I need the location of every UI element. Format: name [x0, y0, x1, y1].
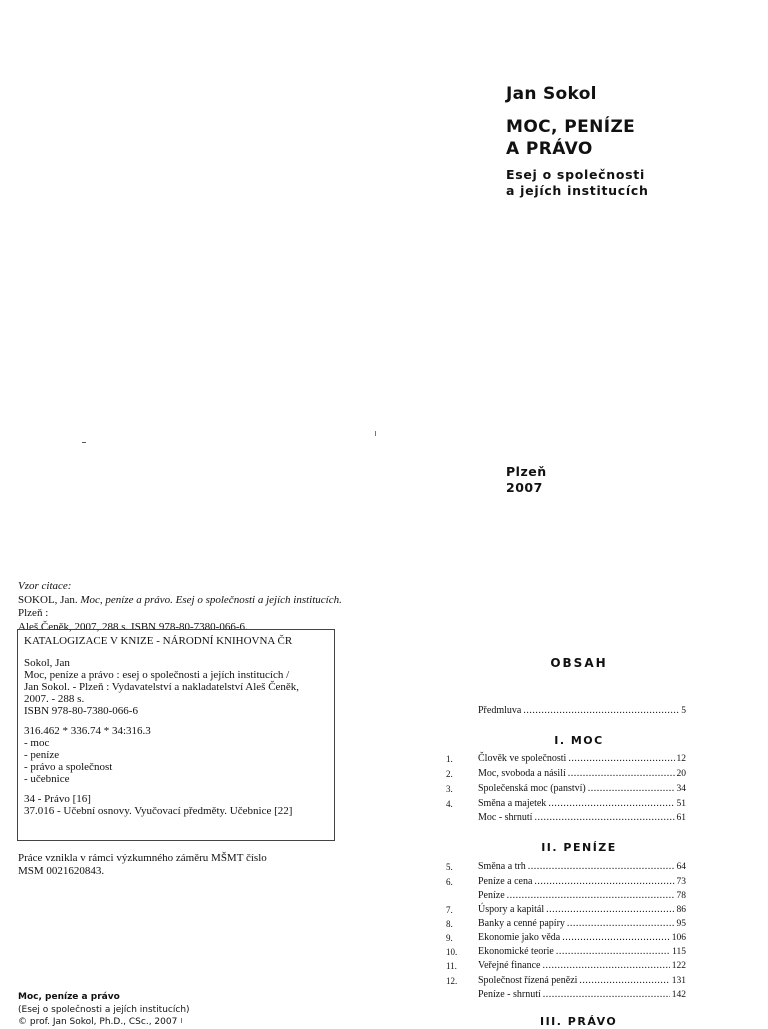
toc-entry-title: Směna a majetek — [478, 798, 547, 809]
catalog-subject-line: - právo a společnost — [24, 761, 113, 773]
toc-entry-number: 1. — [446, 754, 453, 764]
citation-publisher: Aleš Čeněk, 2007, 288 s. ISBN 978-80-7380-066-6. — [18, 620, 248, 633]
toc-entry[interactable] — [446, 767, 686, 781]
toc-leader-dots — [568, 752, 674, 766]
toc-entry-number: 9. — [446, 933, 453, 943]
toc-title: OBSAH — [550, 656, 608, 670]
research-note-line-2: MSM 0021620843. — [18, 865, 105, 877]
catalog-line: 2007. - 288 s. — [24, 693, 85, 705]
credits-copyright: © prof. Jan Sokol, Ph.D., CSc., 2007 — [18, 1017, 178, 1027]
toc-leader-dots — [523, 704, 679, 718]
toc-entry-title: Moc, svoboda a násilí — [478, 768, 566, 779]
toc-entry[interactable] — [446, 889, 686, 903]
toc-entry-title: Veřejné finance — [478, 960, 541, 971]
credits-title: Moc, peníze a právo — [18, 992, 120, 1002]
toc-entry-page: 106 — [671, 933, 686, 943]
toc-entry-page: 142 — [671, 990, 686, 1000]
toc-entry-title: Peníze - shrnutí — [478, 989, 541, 1000]
toc-entry-number: 4. — [446, 799, 453, 809]
toc-entry-number: 11. — [446, 961, 457, 971]
toc-entry[interactable] — [446, 797, 686, 811]
toc-leader-dots — [507, 889, 675, 903]
toc-entry-number: 10. — [446, 947, 458, 957]
toc-entry-title: Směna a trh — [478, 861, 526, 872]
catalog-heading: KATALOGIZACE V KNIZE - NÁRODNÍ KNIHOVNA ČR — [24, 635, 293, 647]
toc-entry-page: 86 — [676, 905, 686, 915]
toc-entry[interactable] — [446, 917, 686, 931]
toc-entry-page: 12 — [676, 754, 686, 764]
research-note-line-1: Práce vznikla v rámci výzkumného záměru MŠMT číslo — [18, 852, 267, 864]
toc-entry-page: 5 — [681, 706, 686, 716]
toc-entry-page: 51 — [676, 799, 686, 809]
toc-entry-page: 61 — [676, 813, 686, 823]
toc-entry-title: Společenská moc (panství) — [478, 783, 586, 794]
toc-entry[interactable] — [446, 974, 686, 988]
catalog-class-line: 34 - Právo [16] — [24, 793, 91, 805]
catalog-subject-line: - učebnice — [24, 773, 70, 785]
toc-entry[interactable] — [446, 811, 686, 825]
catalog-line: Sokol, Jan — [24, 657, 70, 669]
catalog-line: ISBN 978-80-7380-066-6 — [24, 705, 138, 717]
catalog-subject-line: - peníze — [24, 749, 60, 761]
toc-entry[interactable] — [446, 752, 686, 766]
toc-entry-page: 78 — [676, 891, 686, 901]
toc-entry-number: 6. — [446, 877, 453, 887]
book-subtitle-line-1: Esej o společnosti — [506, 167, 645, 182]
imprint-place: Plzeň — [506, 464, 547, 479]
toc-leader-dots — [548, 797, 674, 811]
book-title-line-2: A PRÁVO — [506, 139, 593, 159]
toc-entry-number: 3. — [446, 784, 453, 794]
toc-entry-number — [446, 988, 478, 1002]
toc-leader-dots — [562, 931, 670, 945]
toc-entry-number: 7. — [446, 905, 453, 915]
toc-entry-page: 73 — [676, 877, 686, 887]
toc-entry-page: 95 — [676, 919, 686, 929]
toc-part-heading: II. PENÍZE — [541, 841, 617, 854]
toc-entry-number: 5. — [446, 862, 453, 872]
toc-leader-dots — [567, 917, 675, 931]
toc-entry-number — [446, 811, 478, 825]
toc-entry[interactable] — [446, 782, 686, 796]
toc-entry[interactable] — [446, 875, 686, 889]
toc-entry-page: 64 — [676, 862, 686, 872]
toc-entry[interactable] — [446, 959, 686, 973]
citation-author: SOKOL, Jan. — [18, 593, 81, 606]
book-title-line-1: MOC, PENÍZE — [506, 117, 636, 137]
toc-entry-title: Peníze — [478, 890, 505, 901]
toc-entry-title: Peníze a cena — [478, 876, 533, 887]
toc-entry-number: 2. — [446, 769, 453, 779]
toc-entry-preface[interactable] — [446, 704, 686, 718]
toc-leader-dots — [568, 767, 675, 781]
toc-part-heading: I. MOC — [554, 734, 604, 747]
toc-entry-title: Člověk ve společnosti — [478, 753, 567, 764]
book-subtitle-line-2: a jejích institucích — [506, 183, 649, 198]
catalog-class-line: 37.016 - Učební osnovy. Vyučovací předměty. Učebnice [22] — [24, 805, 293, 817]
toc-entry[interactable] — [446, 903, 686, 917]
toc-entry-title: Banky a cenné papíry — [478, 918, 565, 929]
toc-leader-dots — [534, 811, 674, 825]
toc-entry-title: Ekonomické teorie — [478, 946, 554, 957]
catalog-line: Jan Sokol. - Plzeň : Vydavatelství a nakladatelství Aleš Čeněk, — [24, 681, 300, 693]
toc-entry-page: 131 — [671, 976, 686, 986]
toc-entry[interactable] — [446, 988, 686, 1002]
toc-entry-page: 20 — [676, 769, 686, 779]
toc-entry-title: Společnost řízená penězi — [478, 975, 578, 986]
toc-entry-title: Moc - shrnutí — [478, 812, 533, 823]
toc-entry[interactable] — [446, 945, 686, 959]
toc-entry-page: 34 — [676, 784, 686, 794]
toc-entry-page: 115 — [672, 947, 686, 957]
toc-leader-dots — [556, 945, 670, 959]
citation-title: Moc, peníze a právo. Esej o společnosti a jejích institucích. — [80, 593, 342, 606]
toc-entry-title: Ekonomie jako věda — [478, 932, 561, 943]
toc-entry[interactable] — [446, 931, 686, 945]
credits-subtitle: (Esej o společnosti a jejích institucích) — [18, 1004, 190, 1015]
toc-leader-dots — [534, 875, 674, 889]
toc-leader-dots — [543, 988, 670, 1002]
imprint-year: 2007 — [506, 480, 543, 495]
toc-leader-dots — [528, 860, 675, 874]
catalog-line: Moc, peníze a právo : esej o společnosti a jejích institucích / — [24, 669, 290, 681]
citation-place: Plzeň : — [18, 607, 49, 619]
toc-leader-dots — [588, 782, 675, 796]
citation-label: Vzor citace: — [18, 580, 72, 592]
toc-entry-number — [446, 704, 478, 718]
book-author: Jan Sokol — [506, 84, 597, 104]
toc-entry-title: Předmluva — [478, 705, 522, 716]
toc-entry-number — [446, 889, 478, 903]
toc-entry-title: Úspory a kapitál — [478, 904, 545, 915]
toc-entry-number: 8. — [446, 919, 453, 929]
toc-leader-dots — [579, 974, 669, 988]
toc-entry-number: 12. — [446, 976, 458, 986]
catalog-subject-line: 316.462 * 336.74 * 34:316.3 — [24, 725, 151, 737]
toc-leader-dots — [542, 959, 669, 973]
toc-part-heading: III. PRÁVO — [540, 1015, 618, 1028]
toc-leader-dots — [546, 903, 674, 917]
toc-entry-page: 122 — [671, 961, 686, 971]
toc-entry[interactable] — [446, 860, 686, 874]
catalog-subject-line: - moc — [24, 737, 50, 749]
